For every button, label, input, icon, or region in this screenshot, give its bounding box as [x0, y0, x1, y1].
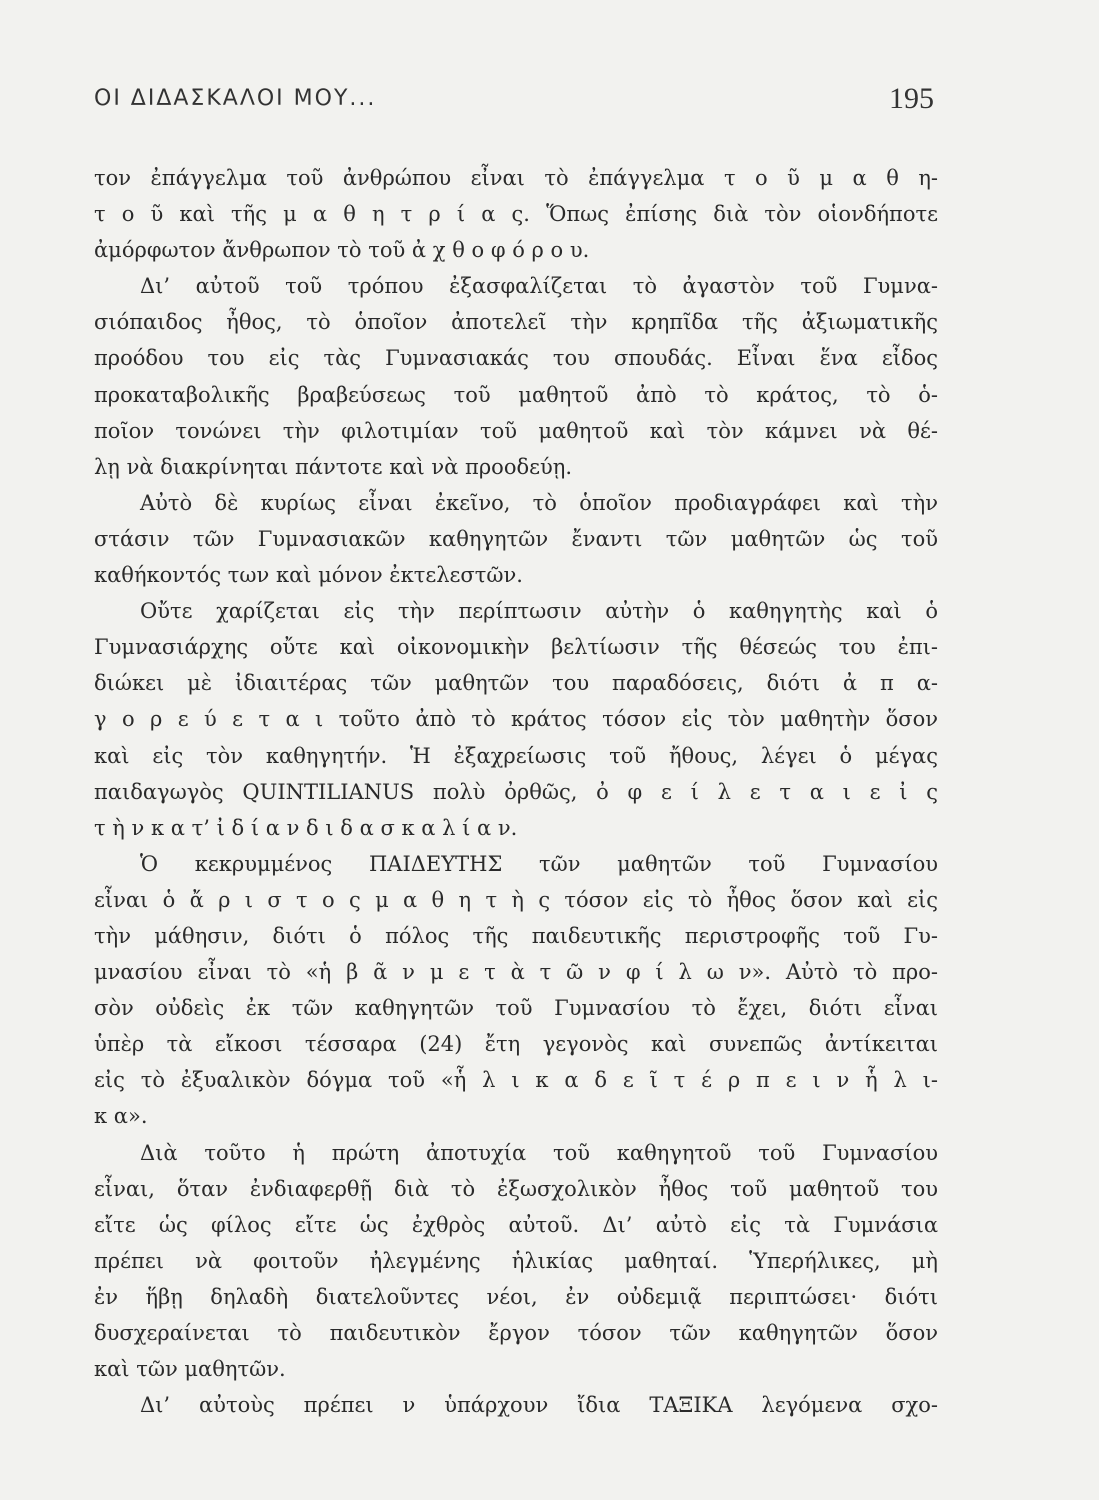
text-line: Δι’ αὐτοὺς πρέπει ν ὑπάρχουν ἴδια ΤΑΞΙΚΑ λεγόμενα σχο- [140, 1393, 938, 1418]
page-number: 195 [889, 82, 934, 115]
text-line: ἀμόρφωτον ἄνθρωπον τὸ τοῦ ἀ χ θ ο φ ό ρ ο υ. [94, 238, 590, 263]
text-line: τὴν μάθησιν, διότι ὁ πόλος τῆς παιδευτικῆς περιστροφῆς τοῦ Γυ- [94, 923, 938, 948]
text-line: λῃ νὰ διακρίνηται πάντοτε καὶ νὰ προοδεύῃ. [94, 454, 573, 479]
running-title: ΟΙ ΔΙΔΑΣΚΑΛΟΙ ΜΟΥ... [94, 86, 377, 111]
text-line: καθήκοντός των καὶ μόνον ἐκτελεστῶν. [94, 563, 523, 588]
text-line: δυσχεραίνεται τὸ παιδευτικὸν ἔργον τόσον τῶν καθηγητῶν ὅσον [94, 1321, 938, 1345]
text-line: Γυμνασιάρχης οὔτε καὶ οἰκονομικὴν βελτίωσιν τῆς θέσεώς του ἐπι- [94, 635, 938, 660]
text-line: ἐν ἥβῃ δηλαδὴ διατελοῦντες νέοι, ἐν οὐδεμιᾷ περιπτώσει· διότι [94, 1284, 938, 1309]
text-line: ὑπὲρ τὰ εἴκοσι τέσσαρα (24) ἔτη γεγονὸς καὶ συνεπῶς ἀντίκειται [94, 1032, 938, 1057]
text-line: παιδαγωγὸς QUINTILIANUS πολὺ ὀρθῶς, ὀ φ ε ί λ ε τ α ι ε ἰ ς [94, 779, 938, 804]
text-line: σὸν οὐδεὶς ἐκ τῶν καθηγητῶν τοῦ Γυμνασίου τὸ ἔχει, διότι εἶναι [94, 996, 938, 1021]
text-line: καὶ τῶν μαθητῶν. [94, 1357, 286, 1382]
text-line: κ α». [94, 1104, 148, 1129]
text-line: πρέπει νὰ φοιτοῦν ἠλεγμένης ἡλικίας μαθηταί. Ὑπερήλικες, μὴ [94, 1248, 938, 1273]
text-line: τον ἐπάγγελμα τοῦ ἀνθρώπου εἶναι τὸ ἐπάγγελμα τ ο ῦ μ α θ η- [94, 166, 938, 190]
page-header [94, 82, 934, 132]
text-line: τ ὴ ν κ α τ’ ἰ δ ί α ν δ ι δ α σ κ α λ ί α ν. [94, 815, 518, 840]
text-line: εἶναι ὁ ἄ ρ ι σ τ ο ς μ α θ η τ ὴ ς τόσον εἰς τὸ ἦθος ὅσον καὶ εἰς [94, 887, 938, 912]
text-line: Διὰ τοῦτο ἡ πρώτη ἀποτυχία τοῦ καθηγητοῦ τοῦ Γυμνασίου [140, 1140, 938, 1165]
text-line: εἴτε ὡς φίλος εἴτε ὡς ἐχθρὸς αὐτοῦ. Δι’ αὐτὸ εἰς τὰ Γυμνάσια [94, 1212, 938, 1237]
text-line: μνασίου εἶναι τὸ «ἡ β ᾶ ν μ ε τ ὰ τ ῶ ν φ ί λ ω ν». Αὐτὸ τὸ προ- [94, 960, 938, 985]
text-line: Οὔτε χαρίζεται εἰς τὴν περίπτωσιν αὐτὴν ὁ καθηγητὴς καὶ ὁ [140, 599, 938, 624]
text-line: προκαταβολικῆς βραβεύσεως τοῦ μαθητοῦ ἀπὸ τὸ κράτος, τὸ ὁ- [94, 382, 938, 407]
text-line: εἰς τὸ ἐξυαλικὸν δόγμα τοῦ «ἧ λ ι κ α δ ε ῖ τ έ ρ π ε ι ν ἧ λ ι- [94, 1068, 938, 1093]
text-line: γ ο ρ ε ύ ε τ α ι τοῦτο ἀπὸ τὸ κράτος τόσον εἰς τὸν μαθητὴν ὅσον [94, 707, 938, 732]
text-line: στάσιν τῶν Γυμνασιακῶν καθηγητῶν ἔναντι τῶν μαθητῶν ὡς τοῦ [94, 526, 938, 551]
text-line: εἶναι, ὅταν ἐνδιαφερθῇ διὰ τὸ ἐξωσχολικὸν ἦθος τοῦ μαθητοῦ του [94, 1176, 938, 1201]
text-line: Δι’ αὐτοῦ τοῦ τρόπου ἐξασφαλίζεται τὸ ἀγαστὸν τοῦ Γυμνα- [140, 274, 938, 299]
body-text [94, 160, 938, 1423]
text-line: σιόπαιδος ἦθος, τὸ ὁποῖον ἀποτελεῖ τὴν κρηπῖδα τῆς ἀξιωματικῆς [94, 310, 938, 335]
text-line: προόδου του εἰς τὰς Γυμνασιακάς του σπουδάς. Εἶναι ἕνα εἶδος [94, 346, 938, 371]
text-line: Αὐτὸ δὲ κυρίως εἶναι ἐκεῖνο, τὸ ὁποῖον προδιαγράφει καὶ τὴν [140, 490, 938, 515]
text-line: διώκει μὲ ἰδιαιτέρας τῶν μαθητῶν του παραδόσεις, διότι ἀ π α- [94, 671, 938, 696]
text-line: Ὁ κεκρυμμένος ΠΑΙΔΕΥΤΗΣ τῶν μαθητῶν τοῦ Γυμνασίου [140, 851, 938, 876]
text-line: ποῖον τονώνει τὴν φιλοτιμίαν τοῦ μαθητοῦ καὶ τὸν κάμνει νὰ θέ- [94, 418, 938, 443]
text-line: τ ο ῦ καὶ τῆς μ α θ η τ ρ ί α ς. Ὅπως ἐπίσης διὰ τὸν οἱονδήποτε [94, 202, 938, 227]
text-line: καὶ εἰς τὸν καθηγητήν. Ἡ ἐξαχρείωσις τοῦ ἤθους, λέγει ὁ μέγας [94, 743, 938, 768]
